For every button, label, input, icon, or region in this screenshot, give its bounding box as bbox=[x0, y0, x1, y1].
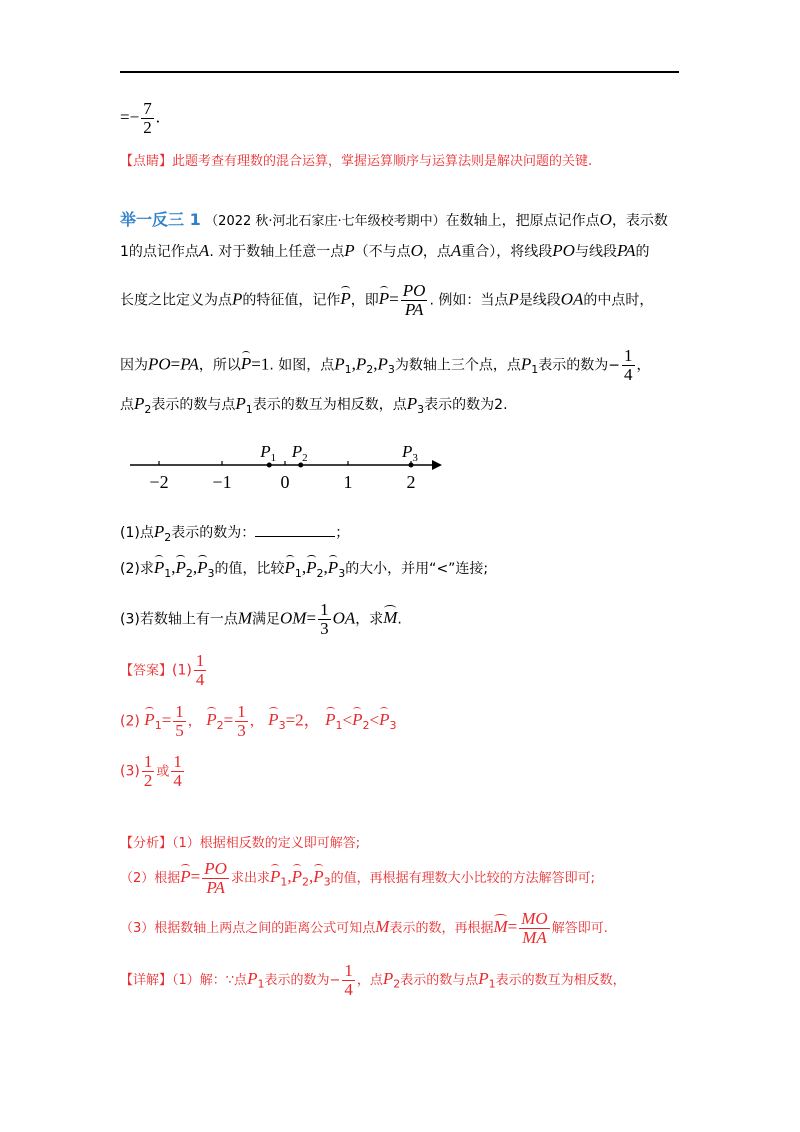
header-rule bbox=[120, 71, 679, 73]
point-label: $P_3$ bbox=[402, 442, 418, 464]
problem-line-3: 长度之比定义为点P的特征值，记作P，即P= $\frac{PO}{PA}$ . 例如：当点P是线段OA的中点时， bbox=[120, 281, 654, 319]
number-line-arrow bbox=[432, 460, 442, 470]
problem-line-5: 点$P_2$表示的数与点$P_1$表示的数互为相反数，点$P_3$表示的数为2. bbox=[120, 394, 508, 416]
tick-label: −2 bbox=[149, 472, 169, 492]
analysis-2: （2）根据P= $\frac{PO}{PA}$ 求出求$P_1,P_2,P_3$的值，再根据有理数大小比较的方法解答即可; bbox=[120, 859, 596, 897]
number-line bbox=[120, 438, 460, 493]
question-2: (2)求$P_1,P_2,P_3$的值，比较$P_1,P_2,P_3$的大小，并用“<”连接; bbox=[120, 558, 489, 580]
tick-label: 0 bbox=[280, 472, 290, 492]
tick-label: −1 bbox=[212, 472, 232, 492]
problem-line-4: 因为PO=PA，所以P=1. 如图，点$P_1,P_2,P_3$为数轴上三个点，点$P_1$表示的数为− $\frac{1}{4}$ ， bbox=[120, 346, 651, 384]
answer-1: 【答案】(1) $\frac{1}{4}$ bbox=[120, 651, 205, 689]
top-result: =− $\frac{7}{2}$ . bbox=[120, 99, 160, 137]
tick-label: 1 bbox=[343, 472, 353, 492]
point-label: $P_1$ bbox=[260, 442, 277, 464]
answer-3: (3) $\frac{1}{2}$ 或 $\frac{1}{4}$ bbox=[120, 752, 182, 790]
answer-blank bbox=[255, 522, 335, 537]
problem-line-1: 举一反三 1 （2022 秋·河北石家庄·七年级校考期中）在数轴上，把原点记作点O，表示数 bbox=[120, 210, 668, 229]
question-3: (3)若数轴上有一点M满足OM= $\frac{1}{3}$ OA，求M. bbox=[120, 600, 402, 638]
answer-2: (2) $P_1=$ $\frac{1}{5}$ ， $P_2=$ $\frac{1}{3}$ ， $P_3=2$， $P_1<P_2<P_3$ bbox=[120, 702, 397, 740]
analysis-3: （3）根据数轴上两点之间的距离公式可知点M表示的数，再根据M= $\frac{MO}{MA}$ 解答即可. bbox=[120, 909, 608, 947]
tick-label: 2 bbox=[406, 472, 416, 492]
detail-1: 【详解】（1）解：∵点$P_1$表示的数为− $\frac{1}{4}$ ，点$P_2$表示的数与点$P_1$表示的数互为相反数， bbox=[120, 961, 626, 999]
problem-line-2: 1的点记作点A. 对于数轴上任意一点P（不与点O，点A重合），将线段PO与线段PA的 bbox=[120, 241, 650, 260]
point-label: $P_2$ bbox=[291, 442, 308, 464]
question-1: (1)点$P_2$表示的数为： ； bbox=[120, 522, 350, 544]
note-line: 【点睛】此题考查有理数的混合运算，掌握运算顺序与运算法则是解决问题的关键. bbox=[120, 154, 593, 169]
analysis-1: 【分析】（1）根据相反数的定义即可解答; bbox=[120, 836, 361, 851]
